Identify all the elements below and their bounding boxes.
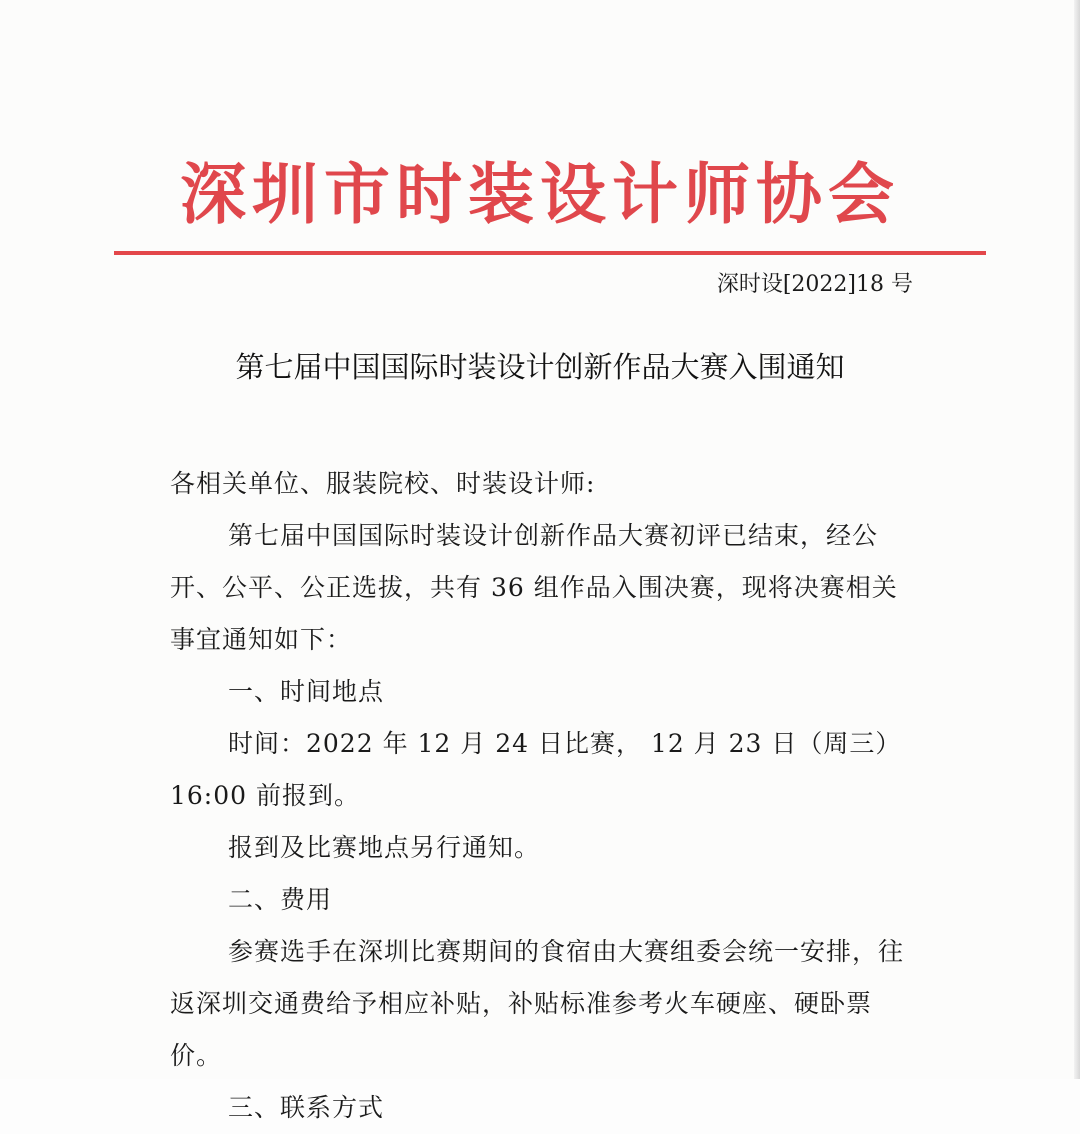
- time-paragraph: 时间：2022 年 12 月 24 日比赛， 12 月 23 日（周三）16:00 前报到。: [170, 729, 902, 810]
- salutation: 各相关单位、服装院校、时装设计师:: [170, 469, 596, 498]
- document-title: 第七届中国国际时装设计创新作品大赛入围通知: [235, 350, 845, 384]
- section-heading-fees: 二、费用: [228, 885, 333, 914]
- section-heading-time-place: 一、时间地点: [228, 677, 385, 706]
- place-paragraph: 报到及比赛地点另行通知。: [228, 833, 541, 862]
- letterhead-red-rule: [114, 251, 986, 255]
- fees-paragraph: 参赛选手在深圳比赛期间的食宿由大赛组委会统一安排，往返深圳交通费给予相应补贴，补贴标准参考火车硬座、硬卧票价。: [170, 937, 905, 1070]
- document-body: [170, 458, 910, 1134]
- intro-paragraph: 第七届中国国际时装设计创新作品大赛初评已结束，经公开、公平、公正选拔，共有 36 组作品入围决赛，现将决赛相关事宜通知如下：: [170, 521, 898, 654]
- document-number: 深时设[2022]18 号: [716, 272, 913, 297]
- letterhead-org-name: 深圳市时装设计师协会: [180, 156, 900, 233]
- page-edge-shadow: [1074, 0, 1080, 1079]
- section-heading-contact: 三、联系方式: [228, 1093, 385, 1122]
